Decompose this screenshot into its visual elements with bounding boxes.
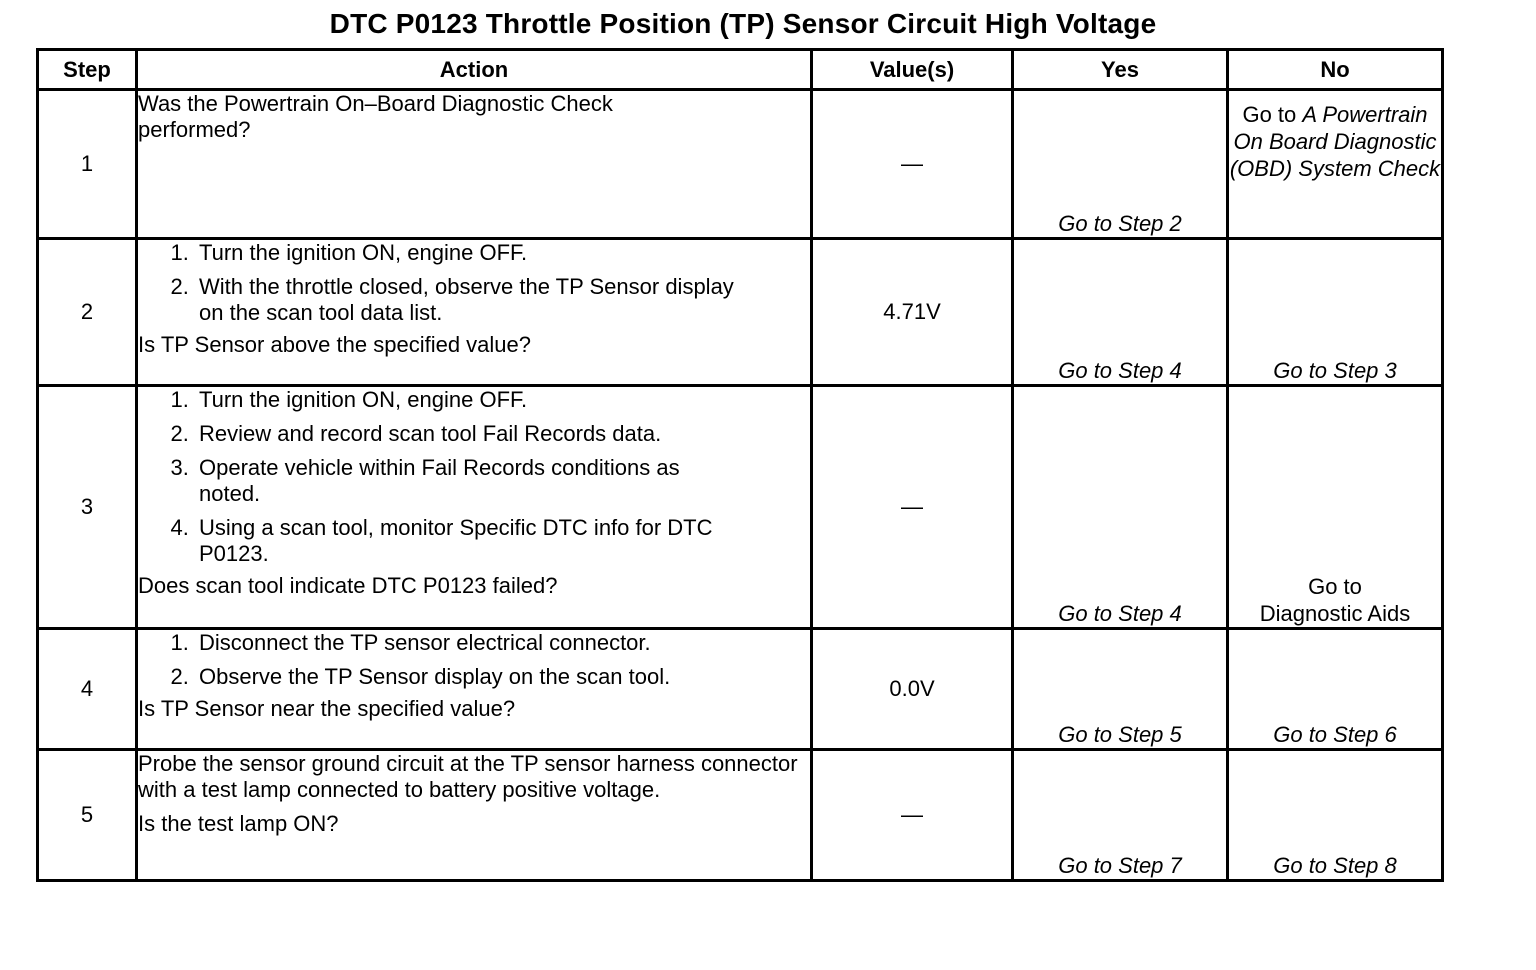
table-header-row [38, 50, 1443, 90]
step-number: 3 [38, 386, 137, 629]
value-cell: — [812, 386, 1013, 629]
action-cell [137, 629, 812, 750]
action-step-item: 1. Turn the ignition ON, engine OFF. [195, 387, 810, 413]
action-text: Probe the sensor ground circuit at the TP sensor harness connector with a test lamp connected to battery positive voltage. [138, 751, 798, 802]
table-row [38, 239, 1443, 386]
header-values: Value(s) [812, 50, 1013, 90]
value-cell: 4.71V [812, 239, 1013, 386]
header-step: Step [38, 50, 137, 90]
action-step-item: 2. With the throttle closed, observe the TP Sensor display on the scan tool data list. [195, 274, 810, 326]
yes-cell: Go to Step 2 [1013, 90, 1228, 239]
no-cell: Go to Step 3 [1228, 239, 1443, 386]
step-number: 1 [38, 90, 137, 239]
action-cell [137, 386, 812, 629]
no-cell: Go to Step 6 [1228, 629, 1443, 750]
value-cell: — [812, 90, 1013, 239]
value-cell: 0.0V [812, 629, 1013, 750]
header-action: Action [137, 50, 812, 90]
step-number: 5 [38, 750, 137, 881]
action-cell [137, 90, 812, 239]
action-question: Is TP Sensor near the specified value? [138, 696, 516, 721]
yes-cell: Go to Step 7 [1013, 750, 1228, 881]
action-step-item: 4. Using a scan tool, monitor Specific DTC info for DTC P0123. [195, 515, 810, 567]
action-steps [138, 630, 810, 690]
yes-cell: Go to Step 4 [1013, 239, 1228, 386]
step-number: 4 [38, 629, 137, 750]
yes-cell: Go to Step 5 [1013, 629, 1228, 750]
yes-cell: Go to Step 4 [1013, 386, 1228, 629]
action-question: Does scan tool indicate DTC P0123 failed? [138, 573, 558, 598]
action-text: Was the Powertrain On–Board Diagnostic Check performed? [138, 91, 613, 142]
page-title: DTC P0123 Throttle Position (TP) Sensor Circuit High Voltage [329, 8, 1157, 39]
value-cell: — [812, 750, 1013, 881]
no-cell: Go to Step 8 [1228, 750, 1443, 881]
no-line: Go to [1308, 574, 1362, 599]
action-question: Is TP Sensor above the specified value? [138, 332, 531, 357]
action-steps [138, 387, 810, 567]
header-no: No [1228, 50, 1443, 90]
no-prefix: Go to [1242, 102, 1297, 127]
action-step-item: 2. Observe the TP Sensor display on the scan tool. [195, 664, 810, 690]
no-cell [1228, 90, 1443, 239]
table-row [38, 629, 1443, 750]
no-cell [1228, 386, 1443, 629]
action-cell [137, 239, 812, 386]
action-step-item: 2. Review and record scan tool Fail Records data. [195, 421, 810, 447]
action-cell [137, 750, 812, 881]
table-row [38, 750, 1443, 881]
no-line: Diagnostic Aids [1259, 601, 1411, 626]
action-question: Is the test lamp ON? [138, 811, 339, 836]
diagnostic-table [36, 48, 1444, 882]
action-step-item: 1. Disconnect the TP sensor electrical connector. [195, 630, 810, 656]
action-steps [138, 240, 810, 326]
action-step-item: 1. Turn the ignition ON, engine OFF. [195, 240, 810, 266]
table-row [38, 386, 1443, 629]
header-yes: Yes [1013, 50, 1228, 90]
no-reference: A Powertrain On Board Diagnostic (OBD) System Check [1229, 102, 1441, 181]
table-row [38, 90, 1443, 239]
action-step-item: 3. Operate vehicle within Fail Records conditions as noted. [195, 455, 810, 507]
step-number: 2 [38, 239, 137, 386]
